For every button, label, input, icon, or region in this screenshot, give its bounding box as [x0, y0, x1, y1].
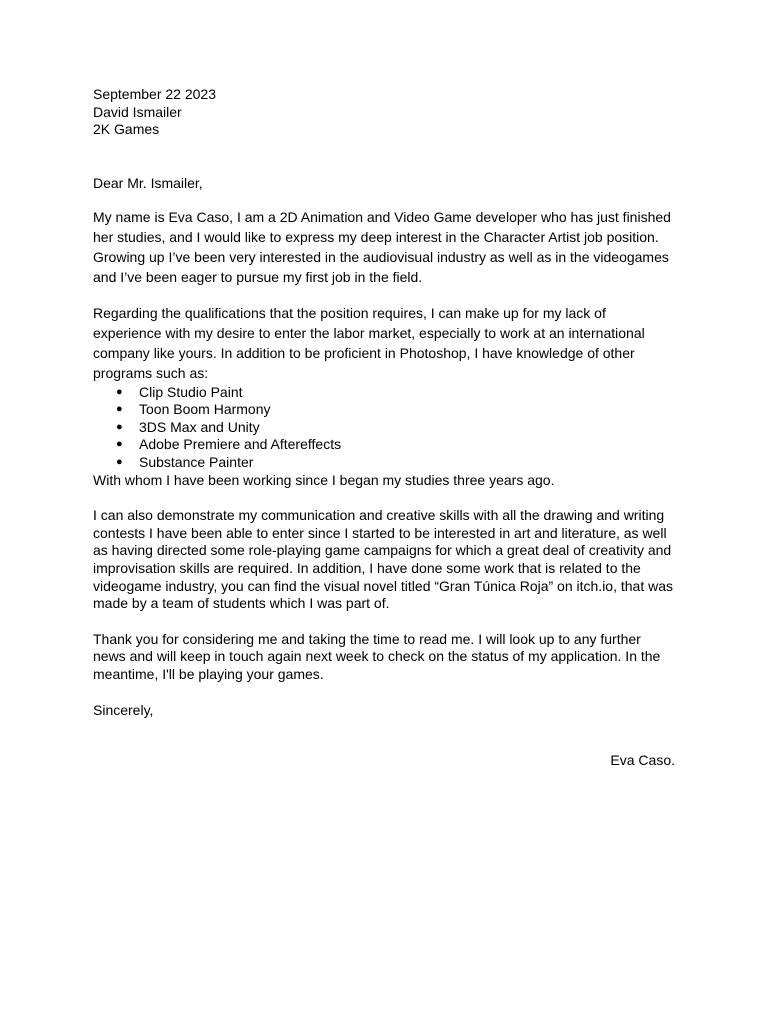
list-item: ● Toon Boom Harmony [116, 401, 271, 418]
list-item: ● Adobe Premiere and Aftereffects [116, 436, 342, 453]
programs-followup: With whom I have been working since I began my studies three years ago. [93, 471, 555, 488]
list-item: ● Substance Painter [116, 454, 254, 471]
bullet-icon: ● [116, 438, 123, 451]
recipient-name: David Ismailer [93, 103, 182, 120]
letter-page [93, 86, 675, 783]
bullet-icon: ● [116, 420, 123, 433]
bullet-icon: ● [116, 403, 123, 416]
programs-list [93, 384, 675, 472]
recipient-company: 2K Games [93, 121, 160, 137]
paragraph-introduction: My name is Eva Caso, I am a 2D Animation and Video Game developer who has just finished her studies, and I would like to express my deep interest in the Character Artist job position. Growing up I’ve been very interested in the audiovisual industry as well as in the videogames and I’ve been eager to pursue my first job in the field. [93, 209, 671, 285]
list-item: ● 3DS Max and Unity [116, 418, 260, 435]
bullet-icon: ● [116, 385, 123, 398]
list-item: ● Clip Studio Paint [116, 383, 243, 400]
paragraph-thanks: Thank you for considering me and taking the time to read me. I will look up to any further news and will keep in touch again next week to check on the status of my application. In the meantime, I'll be playing your games. [93, 630, 661, 682]
paragraph-qualifications: Regarding the qualifications that the position requires, I can make up for my lack of experience with my desire to enter the labor market, especially to work at an international company like yours. In addition to be proficient in Photoshop, I have knowledge of other programs such as: [93, 305, 645, 381]
bullet-icon: ● [116, 456, 123, 469]
greeting: Dear Mr. Ismailer, [93, 174, 203, 191]
signature: Eva Caso. [610, 752, 675, 769]
paragraph-skills: I can also demonstrate my communication and creative skills with all the drawing and writing contests I have been able to enter since I started to be interested in art and literature, as well as having directed some role-playing game campaigns for which a great deal of creativity and improvisation skills are required. In addition, I have done some work that is related to the videogame industry, you can find the visual novel titled “Gran Túnica Roja” on itch.io, that was made by a team of students which I was part of. [93, 507, 674, 612]
closing: Sincerely, [93, 701, 154, 718]
letter-date: September 22 2023 [93, 86, 216, 102]
letter-header [93, 86, 675, 139]
